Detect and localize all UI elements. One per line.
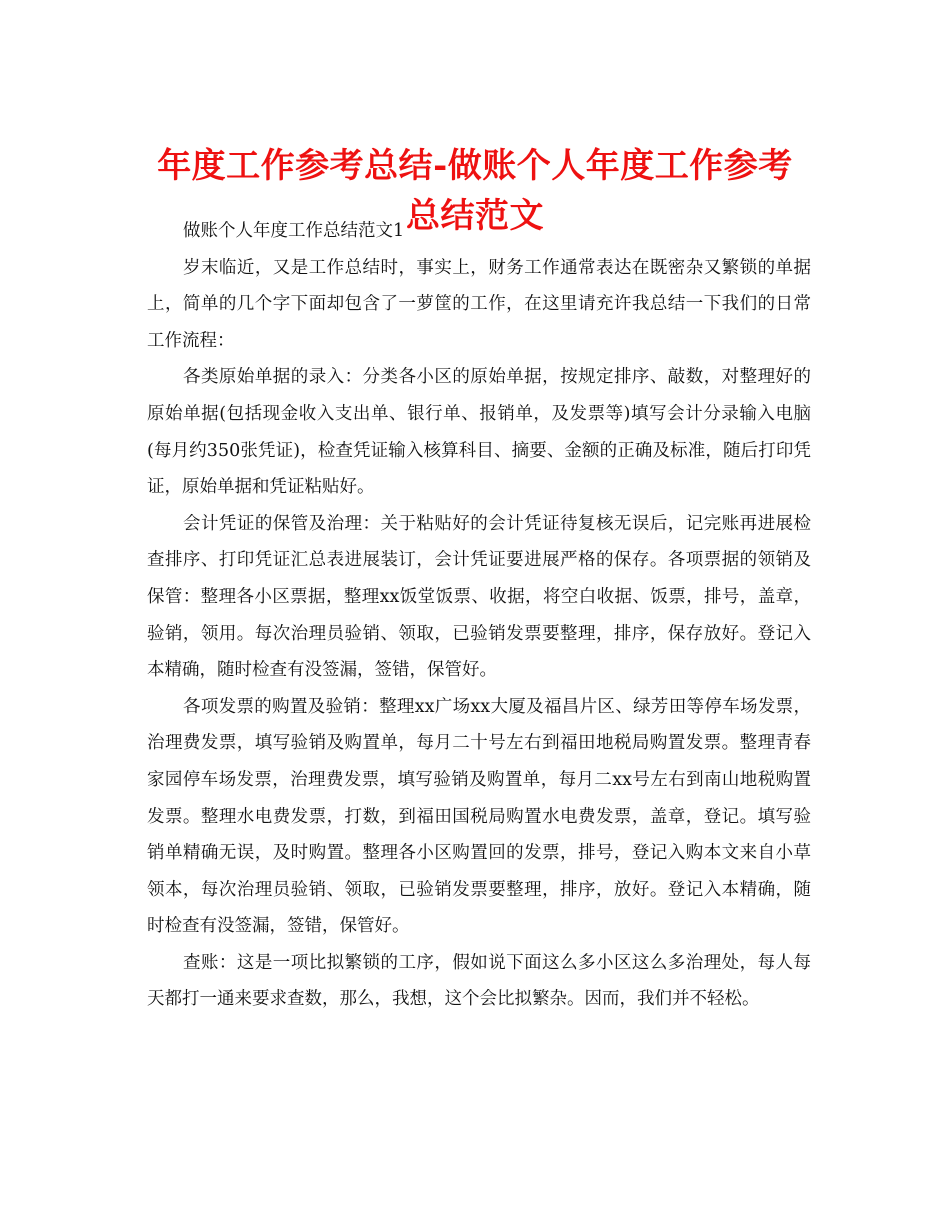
paragraph-voucher-management: 会计凭证的保管及治理：关于粘贴好的会计凭证待复核无误后，记完账再进展检查排序、打印凭证汇总表进展装订，会计凭证要进展严格的保存。各项票据的领销及保管：整理各小区票据，整理xx饭堂饭票、收据，将空白收据、饭票，排号，盖章，验销，领用。每次治理员验销、领取，已验销发票要整理，排序，保存放好。登记入本精确，随时检查有没签漏，签错，保管好。 <box>147 513 811 681</box>
paragraph-account-checking: 查账：这是一项比拟繁锁的工序，假如说下面这么多小区这么多治理处，每人每天都打一通来要求查数，那么，我想，这个会比拟繁杂。因而，我们并不轻松。 <box>147 952 811 1010</box>
paragraph-original-documents: 各类原始单据的录入：分类各小区的原始单据，按规定排序、敲数，对整理好的原始单据(包括现金收入支出单、银行单、报销单，及发票等)填写会计分录输入电脑(每月约350张凭证)，检查凭证输入核算科目、摘要、金额的正确及标准，随后打印凭证，原始单据和凭证粘贴好。 <box>147 367 811 498</box>
document-subtitle: 做账个人年度工作总结范文1 <box>183 221 405 241</box>
document-title: 年度工作参考总结-做账个人年度工作参考总结范文 <box>157 145 793 236</box>
paragraph-intro: 岁末临近，又是工作总结时，事实上，财务工作通常表达在既密杂又繁锁的单据上，简单的几个字下面却包含了一萝筐的工作，在这里请充许我总结一下我们的日常工作流程： <box>147 257 811 351</box>
paragraph-invoice-purchase: 各项发票的购置及验销：整理xx广场xx大厦及福昌片区、绿芳田等停车场发票，治理费发票，填写验销及购置单，每月二十号左右到福田地税局购置发票。整理青春家园停车场发票，治理费发票，填写验销及购置单，每月二xx号左右到南山地税购置发票。整理水电费发票，打数，到福田国税局购置水电费发票，盖章，登记。填写验销单精确无误，及时购置。整理各小区购置回的发票，排号，登记入购本文来自小草领本，每次治理员验销、领取，已验销发票要整理，排序，放好。登记入本精确，随时检查有没签漏，签错，保管好。 <box>147 696 811 937</box>
document-body <box>147 213 811 1018</box>
